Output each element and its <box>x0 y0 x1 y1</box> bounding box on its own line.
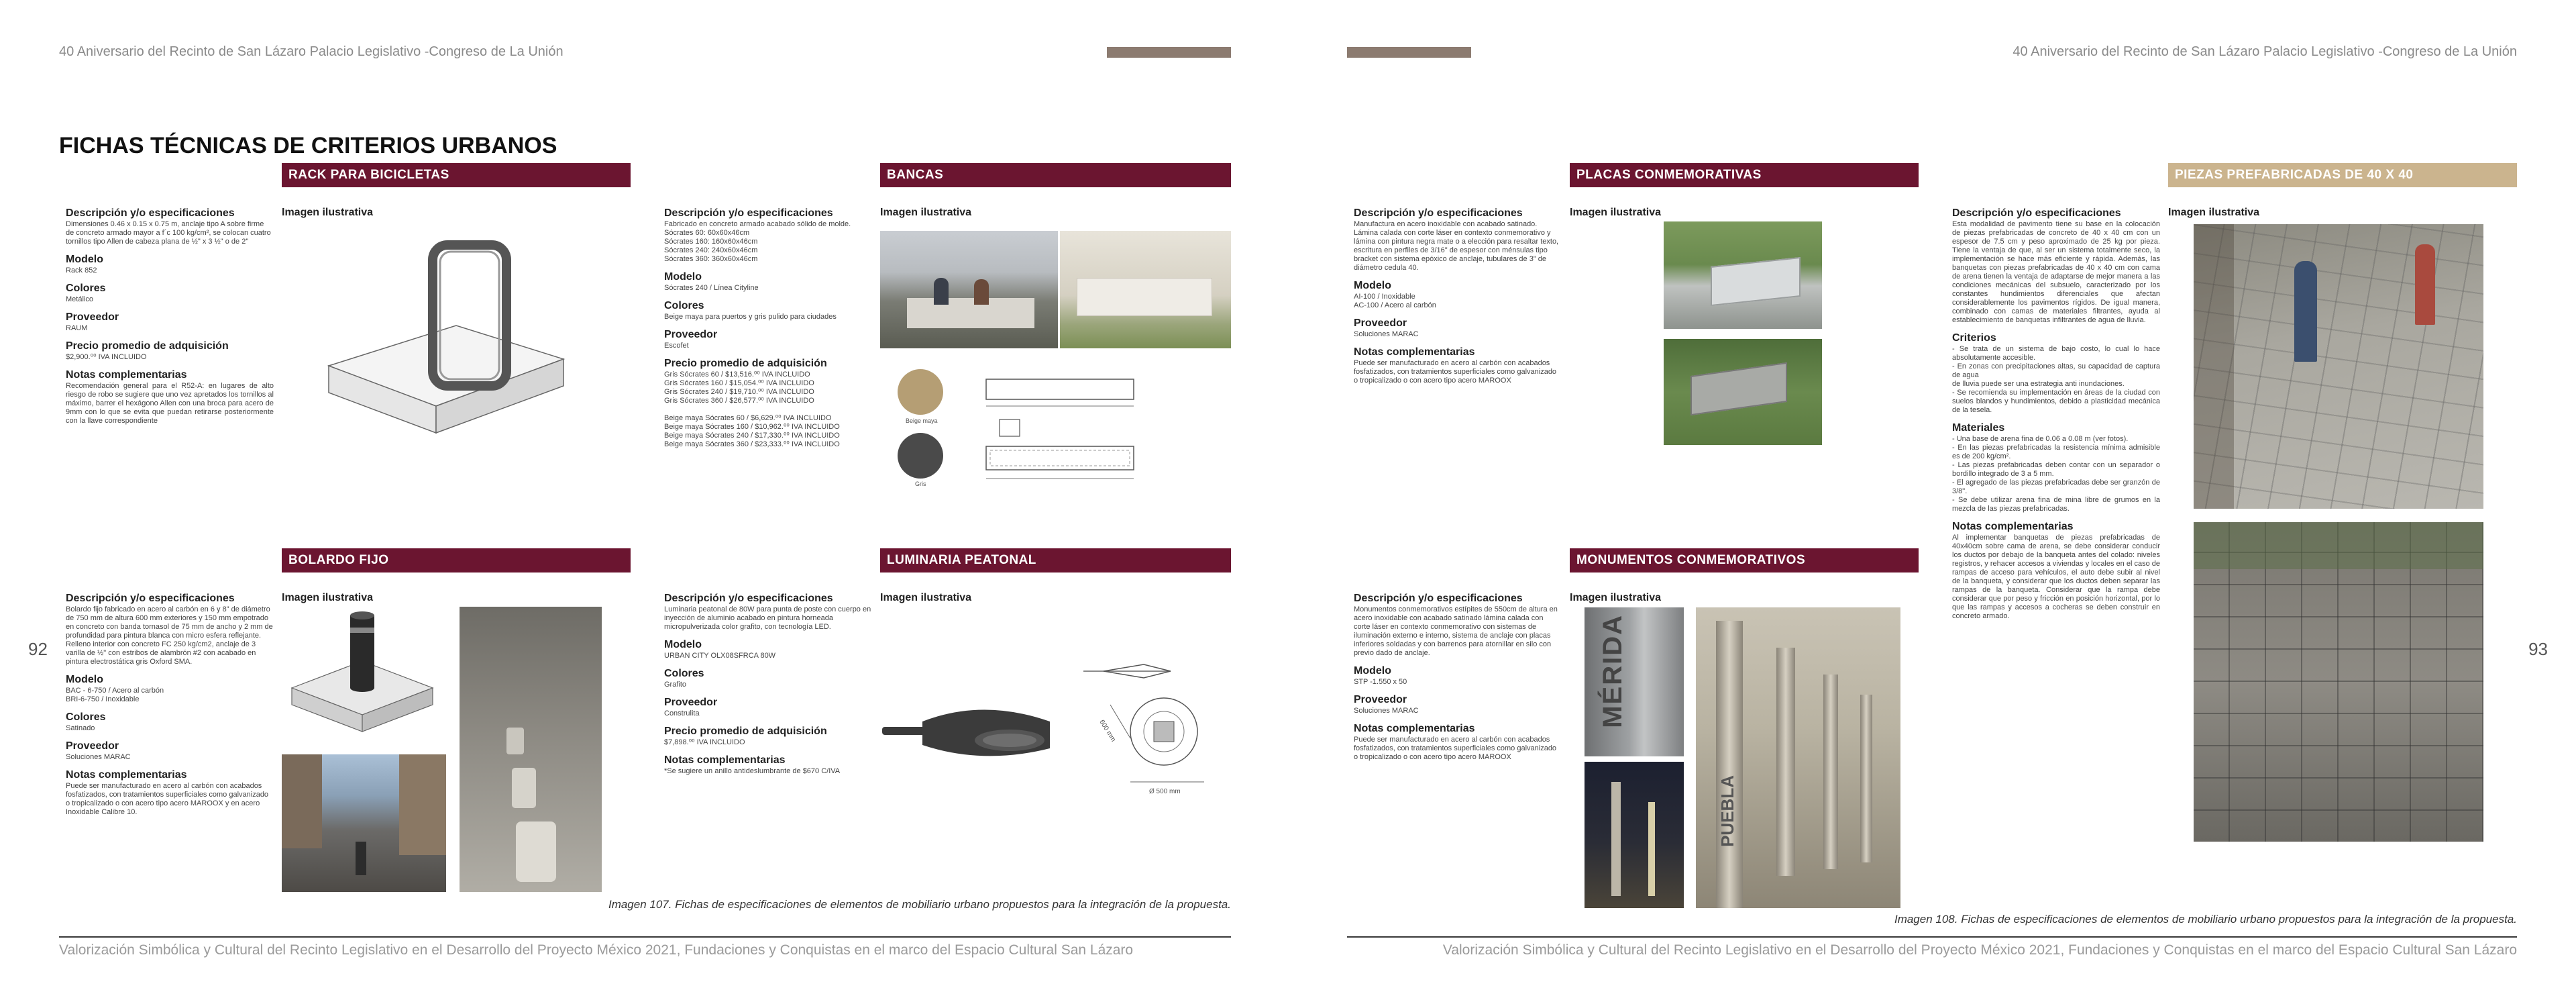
placas-provider: Soluciones MARAC <box>1354 330 1419 338</box>
swatch-gris-label: Gris <box>915 481 926 487</box>
bolardo-colors-heading: Colores <box>66 711 106 723</box>
footer-text-left: Valorización Simbólica y Cultural del Recinto Legislativo en el Desarrollo del Proyecto México 2021, Fundaciones y Conquistas en el marco del Espacio Cultural San Lázaro <box>59 942 1134 958</box>
monumentos-desc: Monumentos conmemorativos estípites de 550cm de altura en acero inoxidable con acabado satinado lámina calada con corte láser en contexto conmemorativo con sistemas de iluminación externo e interno, sistema de anclaje con placas inferiores soldadas y con barrenos para atornillar en silo con previo dado de anclaje. <box>1354 605 1558 657</box>
piezas-notes-heading: Notas complementarias <box>1952 521 2074 532</box>
lamp-dimension-length: 600 mm <box>1097 718 1117 744</box>
bancas-colors: Beige maya para puertos y gris pulido para ciudades <box>664 313 837 321</box>
luminaria-provider: Construlita <box>664 709 700 717</box>
monument-text-merida: MÉRIDA <box>1598 614 1627 728</box>
bancas-model-heading: Modelo <box>664 271 702 283</box>
luminaria-model-heading: Modelo <box>664 639 702 650</box>
placas-model-heading: Modelo <box>1354 280 1391 291</box>
bancas-provider: Escofet <box>664 342 689 350</box>
lamp-technical-drawing <box>1070 644 1231 805</box>
bike-rack-illustration <box>322 232 577 446</box>
bollard-illustration <box>288 607 436 735</box>
footer-text-right: Valorización Simbólica y Cultural del Recinto Legislativo en el Desarrollo del Proyecto México 2021, Fundaciones y Conquistas en el marco del Espacio Cultural San Lázaro <box>1442 942 2517 958</box>
monumentos-model: STP -1.550 x 50 <box>1354 678 1407 686</box>
piezas-criteria-heading: Criterios <box>1952 332 1996 344</box>
rack-colors-heading: Colores <box>66 283 106 294</box>
bolardo-image-label: Imagen ilustrativa <box>282 592 374 603</box>
bancas-desc: Fabricado en concreto armado acabado sólido de molde. Sócrates 60: 60x60x46cm Sócrates 160: 160x60x46cm Sócrates 240: 240x60x46cm Sócrates 360: 360x60x46cm <box>664 220 851 263</box>
card-rack-text <box>66 207 274 426</box>
luminaria-image-label: Imagen ilustrativa <box>880 592 972 603</box>
luminaria-price: $7,898.⁰⁰ IVA INCLUIDO <box>664 738 745 746</box>
bancas-model: Sócrates 240 / Línea Cityline <box>664 284 759 292</box>
rack-price-heading: Precio promedio de adquisición <box>66 340 229 352</box>
bancas-price: Gris Sócrates 60 / $13,516.⁰⁰ IVA INCLUIDO Gris Sócrates 160 / $15,054.⁰⁰ IVA INCLUIDO Gris Sócrates 240 / $19,710.⁰⁰ IVA INCLUIDO Gris Sócrates 360 / $26,577.⁰⁰ IVA INCLUIDO Beige maya Sócrates 60 / $6,629.⁰⁰ IVA INCLUIDO Beige maya Sócrates 160 / $10,962.⁰⁰ IVA INCLUIDO Beige maya Sócrates 240 / $17,330.⁰⁰ IVA INCLUIDO Beige maya Sócrates 360 / $23,333.⁰⁰ IVA INCLUIDO <box>664 370 840 448</box>
footer-rule-left <box>59 936 1231 938</box>
bolardo-notes-heading: Notas complementarias <box>66 769 187 781</box>
luminaria-desc-heading: Descripción y/o especificaciones <box>664 593 833 604</box>
luminaria-colors: Grafito <box>664 681 687 689</box>
monumentos-model-heading: Modelo <box>1354 665 1391 677</box>
bancas-colors-heading: Colores <box>664 300 704 311</box>
monument-photo-night <box>1585 762 1684 908</box>
bolardo-provider-heading: Proveedor <box>66 740 119 752</box>
bancas-desc-heading: Descripción y/o especificaciones <box>664 207 833 219</box>
card-monumentos-text <box>1354 592 1562 762</box>
placas-model: AI-100 / Inoxidable AC-100 / Acero al carbón <box>1354 293 1436 309</box>
luminaria-desc: Luminaria peatonal de 80W para punta de poste con cuerpo en inyección de aluminio acabado en pintura horneada micropulverizada color grafito, con tecnología LED. <box>664 605 871 631</box>
monumentos-provider: Soluciones MARAC <box>1354 707 1419 715</box>
placas-desc: Manufactura en acero inoxidable con acabado satinado. Lámina calada con corte láser en contexto conmemorativo y lámina con pintura negra mate o a elección para resaltar texto, escritura en perfiles de 3/16" de espesor con ménsulas tipo bracket con sistema epóxico de anclaje, tubulares de 3" de diámetro cedula 40. <box>1354 220 1559 272</box>
card-bolardo-text <box>66 592 274 817</box>
piezas-materials-heading: Materiales <box>1952 422 2005 434</box>
piezas-materials: - Una base de arena fina de 0.06 a 0.08 m (ver fotos). - En las piezas prefabricadas la resistencia mínima admisible es de 200 kg/cm². - Las piezas prefabricadas deben contar con un separador o bordillo integrado de 3 a 5 mm. - El agregado de las piezas prefabricadas debe ser granzón de 3/8". - Se debe utilizar arena fina de mina libre de grumos en la mezcla de las piezas prefabricadas. <box>1952 435 2160 513</box>
piezas-criteria: - Se trata de un sistema de bajo costo, lo cual lo hace absolutamente accesible. - En zonas con precipitaciones altas, su capacidad de captura de agua de lluvia puede ser una estrategia anti inundaciones. - Se recomienda su implementación en áreas de la ciudad con suelos blandos y hundimientos, debido a plasticidad mecánica de la tesela. <box>1952 345 2160 414</box>
bench-technical-drawing <box>979 372 1140 487</box>
monument-photo-merida <box>1585 607 1684 756</box>
footer-rule-right <box>1347 936 2517 938</box>
bollard-street-photo <box>282 754 446 892</box>
plaque-photo-1 <box>1664 221 1822 329</box>
monumentos-image-label: Imagen ilustrativa <box>1570 592 1662 603</box>
bancas-price-heading: Precio promedio de adquisición <box>664 358 827 369</box>
rack-model-heading: Modelo <box>66 254 103 265</box>
card-title-bancas: BANCAS <box>880 163 1231 187</box>
card-title-rack: RACK PARA BICICLETAS <box>282 163 631 187</box>
placas-desc-heading: Descripción y/o especificaciones <box>1354 207 1523 219</box>
running-header-right: 40 Aniversario del Recinto de San Lázaro Palacio Legislativo -Congreso de La Unión <box>2012 44 2517 59</box>
bolardo-notes: Puede ser manufacturado en acero al carbón con acabados fosfatizados, con tratamientos superficiales como galvanizado o tropicalizado o con acero tipo acero MAROOX y en acero Inoxidable Calibre 10. <box>66 782 269 816</box>
rack-provider: RAUM <box>66 324 88 332</box>
swatch-beige-label: Beige maya <box>906 417 938 424</box>
bolardo-desc-heading: Descripción y/o especificaciones <box>66 593 235 604</box>
bolardo-model-heading: Modelo <box>66 674 103 685</box>
card-luminaria-text <box>664 592 872 776</box>
bollard-sidewalk-photo <box>460 607 602 892</box>
page-title: FICHAS TÉCNICAS DE CRITERIOS URBANOS <box>59 133 557 158</box>
monumentos-desc-heading: Descripción y/o especificaciones <box>1354 593 1523 604</box>
piezas-desc-heading: Descripción y/o especificaciones <box>1952 207 2121 219</box>
rack-provider-heading: Proveedor <box>66 311 119 323</box>
luminaria-price-heading: Precio promedio de adquisición <box>664 726 827 737</box>
card-placas-text <box>1354 207 1562 385</box>
plaque-photo-2 <box>1664 339 1822 445</box>
luminaria-notes-heading: Notas complementarias <box>664 754 786 766</box>
luminaria-notes: *Se sugiere un anillo antideslumbrante de $670 C/IVA <box>664 767 841 775</box>
swatch-gris <box>898 433 943 479</box>
rack-model: Rack 852 <box>66 266 97 275</box>
rack-notes: Recomendación general para el R52-A: en lugares de alto riesgo de robo se sugiere que uno vez apretados los tornillos al máximo, barrer el hexágono Allen con una broca para acero de 9mm con lo que se evita que puedan retirarse posteriormente con la llave correspondiente <box>66 382 274 425</box>
card-title-luminaria: LUMINARIA PEATONAL <box>880 548 1231 572</box>
pavement-photo-tiles <box>2194 522 2483 842</box>
piezas-notes: Al implementar banquetas de piezas prefabricadas de 40x40cm sobre cama de arena, se debe considerar conducir los ductos por debajo de la banqueta antes del colado: niveles registros, y rehacer accesos a viviendas y locales en el caso de rampas de acceso para vehículos, el auto debe subir al nivel de la banqueta, y considerar que los ductos deben separar las rampas de la banqueta. Considerar que la rampa debe considerar que por peso y fricción en posición horizontal, por lo que las rampas y accesos a cocheras se deben construir en concreto armado. <box>1952 534 2160 620</box>
bolardo-colors: Satinado <box>66 724 95 732</box>
luminaria-model: URBAN CITY OLX08SFRCA 80W <box>664 652 776 660</box>
placas-notes-heading: Notas complementarias <box>1354 346 1475 358</box>
card-title-placas: PLACAS CONMEMORATIVAS <box>1570 163 1919 187</box>
header-bar-right <box>1347 47 1471 58</box>
bolardo-desc: Bolardo fijo fabricado en acero al carbón en 6 y 8" de diámetro de 750 mm de altura 600 mm exteriores y 150 mm empotrado en concreto con banda tornasol de 75 mm de ancho y 2 mm de profundidad para pintura blanca con micro esfera reflejante. Relleno interior con concreto FC 250 kg/cm2, anclaje de 3 varilla de ½" con estribos de alambrón #2 con acabado en pintura electrostática gris Oxford SMA. <box>66 605 273 666</box>
figure-caption-left: Imagen 107. Fichas de especificaciones de elementos de mobiliario urbano propuestos para la integración de la propuesta. <box>608 898 1231 911</box>
card-title-monumentos: MONUMENTOS CONMEMORATIVOS <box>1570 548 1919 572</box>
card-title-piezas: PIEZAS PREFABRICADAS DE 40 X 40 <box>2168 163 2517 187</box>
rack-notes-heading: Notas complementarias <box>66 369 187 381</box>
pavement-photo-workers <box>2194 224 2483 509</box>
swatch-beige <box>898 369 943 415</box>
monument-text-puebla: PUEBLA <box>1717 775 1737 847</box>
placas-image-label: Imagen ilustrativa <box>1570 207 1662 218</box>
running-header-left: 40 Aniversario del Recinto de San Lázaro Palacio Legislativo -Congreso de La Unión <box>59 44 564 59</box>
luminaria-colors-heading: Colores <box>664 668 704 679</box>
card-title-bolardo: BOLARDO FIJO <box>282 548 631 572</box>
figure-caption-right: Imagen 108. Fichas de especificaciones de elementos de mobiliario urbano propuestos para la integración de la propuesta. <box>1894 913 2517 926</box>
rack-image-label: Imagen ilustrativa <box>282 207 374 218</box>
bancas-provider-heading: Proveedor <box>664 329 718 340</box>
placas-provider-heading: Proveedor <box>1354 317 1407 329</box>
card-piezas-text <box>1952 207 2160 621</box>
card-bancas-text <box>664 207 872 449</box>
rack-desc-heading: Descripción y/o especificaciones <box>66 207 235 219</box>
luminaria-provider-heading: Proveedor <box>664 697 718 708</box>
piezas-desc: Esta modalidad de pavimento tiene su base en la colocación de piezas prefabricadas de concreto de 40 x 40 cm con un espesor de 7.5 cm y peso aproximado de 25 kg por pieza. Tiene la ventaja de que, al ser un sistema totalmente seco, la implementación se hace más eficiente y rápida. Además, las banquetas con piezas prefabricadas de 40 x 40 cm con cama de arena tienen la ventaja de adaptarse de mejor manera a las condiciones mecánicas del subsuelo, caracterizado por los constantes hundimientos diferenciales que afectan considerablemente los pavimentos rígidos. De igual manera, combinado con camas de materiales filtrantes, ayuda al establecimiento de banquetas infiltrantes de agua de lluvia. <box>1952 220 2160 324</box>
rack-colors: Metálico <box>66 295 93 303</box>
street-lamp-illustration <box>882 701 1063 768</box>
placas-notes: Puede ser manufacturado en acero al carbón con acabados fosfatizados, con tratamientos superficiales como galvanizado o tropicalizado o con acero tipo acero MAROOX <box>1354 359 1557 385</box>
lamp-dimension-diameter: Ø 500 mm <box>1149 788 1181 795</box>
bench-photo-concrete <box>1060 231 1231 348</box>
piezas-image-label: Imagen ilustrativa <box>2168 207 2260 218</box>
page-number-left: 92 <box>28 639 48 659</box>
page-number-right: 93 <box>2528 639 2548 659</box>
monumentos-notes-heading: Notas complementarias <box>1354 723 1475 734</box>
monument-photo-puebla <box>1696 607 1900 908</box>
monumentos-notes: Puede ser manufacturado en acero al carbón con acabados fosfatizados, con tratamientos superficiales como galvanizado o tropicalizado o con acero tipo acero MAROOX <box>1354 736 1557 761</box>
bancas-image-label: Imagen ilustrativa <box>880 207 972 218</box>
monumentos-provider-heading: Proveedor <box>1354 694 1407 705</box>
bench-photo-people <box>880 231 1058 348</box>
rack-desc: Dimensiones 0.46 x 0.15 x 0.75 m, anclaje tipo A sobre firme de concreto armado mayor a f´c 100 kg/cm², se colocan cuatro tornillos tipo Allen de cabeza plana de ½" x 3 ½" o de 2" <box>66 220 271 246</box>
rack-price: $2,900.⁰⁰ IVA INCLUIDO <box>66 353 147 361</box>
bolardo-provider: Soluciones MARAC <box>66 753 131 761</box>
bolardo-model: BAC - 6-750 / Acero al carbón BRI-6-750 / Inoxidable <box>66 687 164 703</box>
header-bar-left <box>1107 47 1231 58</box>
